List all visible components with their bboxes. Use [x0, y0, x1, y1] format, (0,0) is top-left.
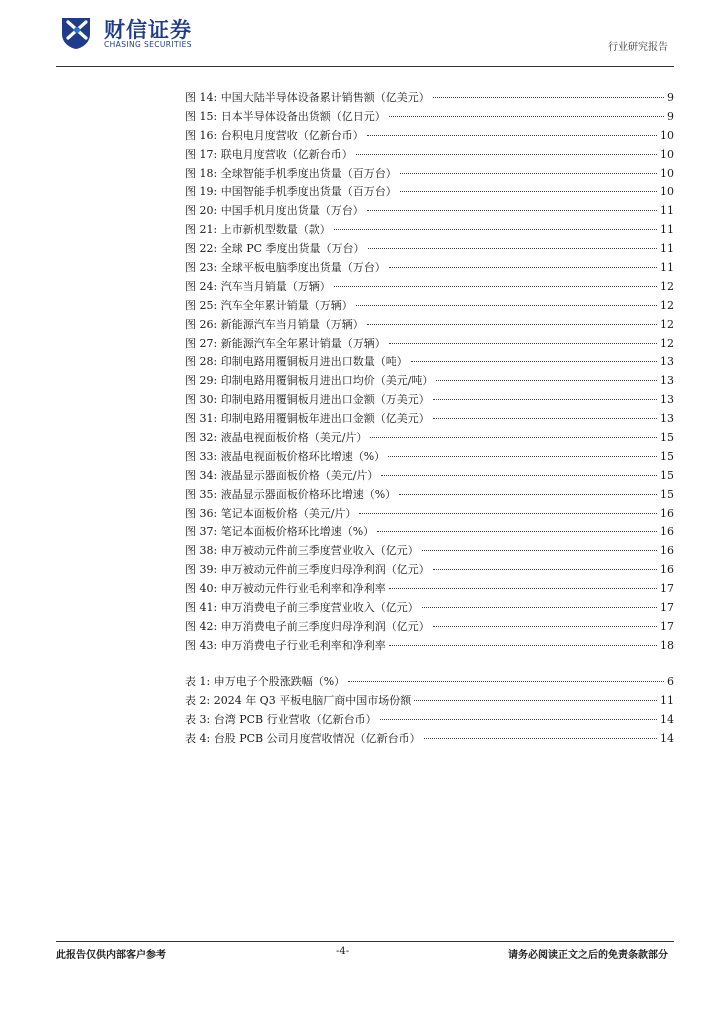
figure-entry-page: 10 — [660, 185, 674, 199]
dot-leader — [380, 708, 657, 720]
figure-entry-label: 图 24: 汽车当月销量（万辆） — [185, 279, 331, 293]
figure-entry-label: 图 41: 申万消费电子前三季度营业收入（亿元） — [185, 601, 419, 615]
figure-entry-page: 15 — [660, 449, 674, 463]
dot-leader — [389, 332, 657, 344]
dot-leader — [433, 388, 657, 400]
figure-entry-label: 图 27: 新能源汽车全年累计销量（万辆） — [185, 336, 386, 350]
figure-entry-page: 12 — [660, 317, 674, 331]
figure-entry-page: 12 — [660, 298, 674, 312]
figure-entry-label: 图 19: 中国智能手机季度出货量（百万台） — [185, 185, 397, 199]
page-header — [0, 0, 724, 70]
dot-leader — [433, 558, 657, 570]
figure-entry-label: 图 28: 印制电路用覆铜板月进出口数量（吨） — [185, 355, 408, 369]
figure-entry-label: 图 26: 新能源汽车当月销量（万辆） — [185, 317, 364, 331]
figure-entry-label: 图 15: 日本半导体设备出货额（亿日元） — [185, 109, 386, 123]
figure-entry-label: 图 20: 中国手机月度出货量（万台） — [185, 204, 364, 218]
figure-entry-label: 图 31: 印制电路用覆铜板年进出口金额（亿美元） — [185, 412, 430, 426]
figure-entry-page: 13 — [660, 374, 674, 388]
footer-disclaimer-right: 请务必阅读正文之后的免责条款部分 — [508, 950, 668, 961]
figure-entry-label: 图 42: 申万消费电子前三季度归母净利润（亿元） — [185, 619, 430, 633]
dot-leader — [389, 256, 657, 268]
figure-entry-label: 图 17: 联电月度营收（亿新台币） — [185, 147, 353, 161]
figure-entry-page: 11 — [660, 261, 674, 275]
figure-entry[interactable] — [185, 637, 674, 656]
figure-entry-label: 图 30: 印制电路用覆铜板月进出口金额（万美元） — [185, 393, 430, 407]
dot-leader — [422, 539, 657, 551]
table-entry-label: 表 3: 台湾 PCB 行业营收（亿新台币） — [185, 712, 377, 726]
figure-entry-label: 图 38: 申万被动元件前三季度营业收入（亿元） — [185, 544, 419, 558]
company-logo-icon — [60, 14, 94, 50]
figure-entry-label: 图 21: 上市新机型数量（款） — [185, 223, 331, 237]
figure-entry-page: 12 — [660, 336, 674, 350]
dot-leader — [436, 369, 657, 381]
dot-leader — [433, 615, 657, 627]
dot-leader — [368, 237, 657, 249]
figure-entry-page: 15 — [660, 431, 674, 445]
figure-entry-label: 图 32: 液晶电视面板价格（美元/片） — [185, 431, 368, 445]
figure-entry-label: 图 14: 中国大陆半导体设备累计销售额（亿美元） — [185, 91, 430, 104]
figure-entry-page: 16 — [660, 544, 674, 558]
header-divider — [56, 66, 674, 67]
table-entry-page: 11 — [660, 693, 674, 707]
dot-leader — [433, 86, 664, 98]
figure-entry-label: 图 29: 印制电路用覆铜板月进出口均价（美元/吨） — [185, 374, 434, 388]
dot-leader — [370, 426, 657, 438]
figure-entry-label: 图 40: 申万被动元件行业毛利率和净利率 — [185, 582, 386, 596]
table-entry-label: 表 4: 台股 PCB 公司月度营收情况（亿新台币） — [185, 731, 421, 745]
dot-leader — [356, 143, 657, 155]
dot-leader — [411, 350, 657, 362]
figure-entry-page: 12 — [660, 279, 674, 293]
dot-leader — [348, 670, 664, 682]
figure-entry-page: 16 — [660, 506, 674, 520]
figure-entry-label: 图 23: 全球平板电脑季度出货量（万台） — [185, 261, 386, 275]
figure-entry-page: 16 — [660, 563, 674, 577]
figure-entry-label: 图 39: 申万被动元件前三季度归母净利润（亿元） — [185, 563, 430, 577]
figure-entry-page: 15 — [660, 487, 674, 501]
figure-entry-label: 图 16: 台积电月度营收（亿新台币） — [185, 128, 364, 142]
table-entry-page: 14 — [660, 712, 674, 726]
table-entry-page: 14 — [660, 731, 674, 745]
figure-entry-page: 9 — [667, 91, 674, 104]
company-name-en: CHASING SECURITIES — [104, 40, 192, 49]
figure-entry-page: 18 — [660, 638, 674, 652]
figure-entry-label: 图 33: 液晶电视面板价格环比增速（%） — [185, 449, 386, 463]
figure-entry-page: 13 — [660, 412, 674, 426]
dot-leader — [377, 520, 657, 532]
figure-entry-label: 图 18: 全球智能手机季度出货量（百万台） — [185, 166, 397, 180]
dot-leader — [400, 162, 657, 174]
table-entry-page: 6 — [667, 675, 674, 688]
figure-entry-page: 16 — [660, 525, 674, 539]
dot-leader — [367, 313, 657, 325]
figure-entry-label: 图 43: 申万消费电子行业毛利率和净利率 — [185, 638, 386, 652]
dot-leader — [334, 218, 657, 230]
dot-leader — [334, 275, 657, 287]
report-type-label: 行业研究报告 — [608, 42, 668, 53]
figure-entry-page: 10 — [660, 166, 674, 180]
figure-entry-label: 图 22: 全球 PC 季度出货量（万台） — [185, 242, 365, 256]
figure-entry-page: 17 — [660, 601, 674, 615]
figure-entry-page: 10 — [660, 147, 674, 161]
footer-divider — [56, 941, 674, 942]
page-number: -4- — [336, 946, 350, 957]
dot-leader — [433, 407, 657, 419]
figure-entry-label: 图 35: 液晶显示器面板价格环比增速（%） — [185, 487, 397, 501]
dot-leader — [367, 124, 657, 136]
figure-entry-page: 11 — [660, 204, 674, 218]
figure-entry-page: 13 — [660, 393, 674, 407]
dot-leader — [381, 464, 657, 476]
dot-leader — [424, 727, 657, 739]
figure-entry-page: 15 — [660, 468, 674, 482]
figure-index-list — [185, 89, 674, 656]
figure-entry-page: 17 — [660, 619, 674, 633]
dot-leader — [399, 483, 657, 495]
figure-entry-page: 11 — [660, 223, 674, 237]
dot-leader — [389, 577, 657, 589]
table-index-list — [185, 673, 674, 749]
table-entry-label: 表 1: 申万电子个股涨跌幅（%） — [185, 675, 346, 688]
dot-leader — [400, 180, 657, 192]
table-entry-label: 表 2: 2024 年 Q3 平板电脑厂商中国市场份额 — [185, 693, 412, 707]
figure-entry-page: 11 — [660, 242, 674, 256]
figure-entry-label: 图 25: 汽车全年累计销量（万辆） — [185, 298, 353, 312]
dot-leader — [359, 502, 657, 514]
figure-entry-label: 图 34: 液晶显示器面板价格（美元/片） — [185, 468, 379, 482]
dot-leader — [422, 596, 657, 608]
figure-entry-label: 图 36: 笔记本面板价格（美元/片） — [185, 506, 357, 520]
figure-entry-page: 10 — [660, 128, 674, 142]
dot-leader — [388, 445, 657, 457]
figure-entry-page: 17 — [660, 582, 674, 596]
dot-leader — [367, 199, 657, 211]
dot-leader — [389, 105, 664, 117]
figure-entry-page: 13 — [660, 355, 674, 369]
figure-entry-page: 9 — [667, 109, 674, 123]
dot-leader — [389, 634, 657, 646]
figure-entry-label: 图 37: 笔记本面板价格环比增速（%） — [185, 525, 375, 539]
dot-leader — [414, 689, 657, 701]
company-name-cn: 财信证券 — [104, 18, 192, 42]
dot-leader — [356, 294, 657, 306]
footer-disclaimer-left: 此报告仅供内部客户参考 — [56, 950, 166, 961]
table-entry[interactable] — [185, 730, 674, 749]
